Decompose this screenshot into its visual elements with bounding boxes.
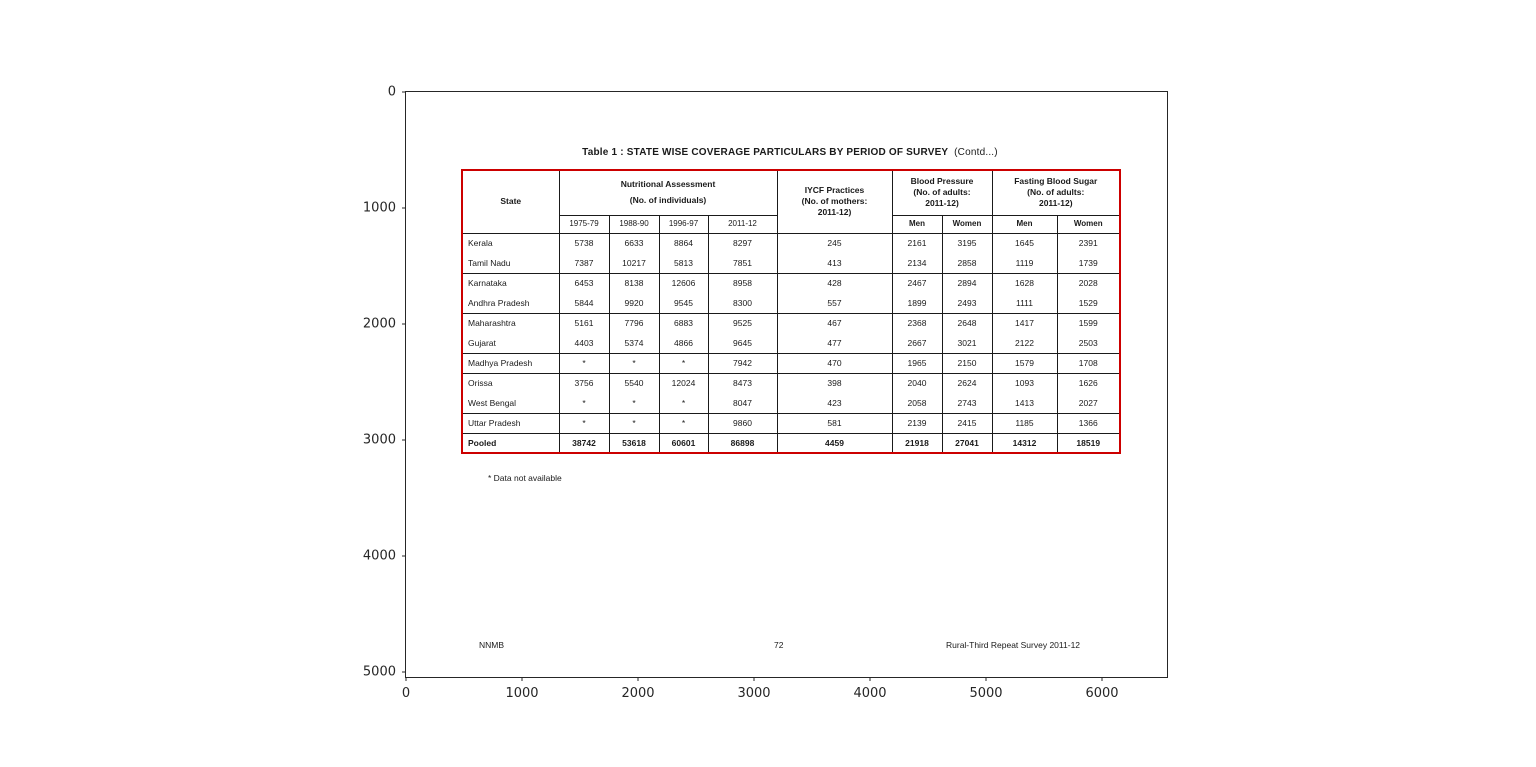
footer-org: NNMB [479, 640, 505, 650]
value-cell: 1417 [992, 313, 1057, 333]
value-cell: 5161 [559, 313, 609, 333]
state-name-cell: Gujarat [462, 333, 559, 353]
table-row [462, 393, 1120, 413]
value-cell: 9525 [708, 313, 777, 333]
value-cell: 27041 [942, 433, 992, 453]
col-header-year-2011-12: 2011-12 [708, 215, 777, 233]
value-cell: 2058 [892, 393, 942, 413]
value-cell: 5540 [609, 373, 659, 393]
value-cell: 2894 [942, 273, 992, 293]
coverage-table-body [462, 233, 1120, 453]
x-tick-mark [986, 677, 987, 681]
value-cell: 38742 [559, 433, 609, 453]
state-name-cell: Orissa [462, 373, 559, 393]
col-header-blood-pressure [892, 170, 992, 215]
value-cell: 10217 [609, 253, 659, 273]
value-cell: 8300 [708, 293, 777, 313]
value-cell: 4459 [777, 433, 892, 453]
state-name-cell: Kerala [462, 233, 559, 253]
x-tick-label: 6000 [1085, 686, 1119, 701]
table-row [462, 313, 1120, 333]
value-cell: * [609, 353, 659, 373]
state-name-cell: Maharashtra [462, 313, 559, 333]
value-cell: 2493 [942, 293, 992, 313]
value-cell: 2122 [992, 333, 1057, 353]
table-row [462, 373, 1120, 393]
value-cell: 413 [777, 253, 892, 273]
value-cell: 12606 [659, 273, 708, 293]
value-cell: 7942 [708, 353, 777, 373]
value-cell: 3021 [942, 333, 992, 353]
table-row [462, 413, 1120, 433]
header-line: (No. of adults: [1027, 187, 1085, 198]
value-cell: 8297 [708, 233, 777, 253]
table-row [462, 293, 1120, 313]
x-tick-label: 2000 [621, 686, 655, 701]
x-tick-mark [870, 677, 871, 681]
value-cell: 1645 [992, 233, 1057, 253]
state-name-cell: West Bengal [462, 393, 559, 413]
col-header-year-1988-90: 1988-90 [609, 215, 659, 233]
value-cell: 1111 [992, 293, 1057, 313]
footnote: * Data not available [488, 473, 562, 483]
table-row [462, 353, 1120, 373]
header-line: Fasting Blood Sugar [1014, 175, 1098, 186]
value-cell: 2391 [1057, 233, 1120, 253]
col-header-fbs-men: Men [992, 215, 1057, 233]
value-cell: 1579 [992, 353, 1057, 373]
value-cell: 2134 [892, 253, 942, 273]
state-name-cell: Andhra Pradesh [462, 293, 559, 313]
value-cell: 9545 [659, 293, 708, 313]
value-cell: 9920 [609, 293, 659, 313]
x-tick-mark [754, 677, 755, 681]
value-cell: 2467 [892, 273, 942, 293]
value-cell: 3756 [559, 373, 609, 393]
value-cell: 8864 [659, 233, 708, 253]
value-cell: 14312 [992, 433, 1057, 453]
state-name-cell: Uttar Pradesh [462, 413, 559, 433]
value-cell: 8047 [708, 393, 777, 413]
document-title-text: Table 1 : STATE WISE COVERAGE PARTICULARS BY PERIOD OF SURVEY [582, 147, 949, 158]
value-cell: 7387 [559, 253, 609, 273]
value-cell: 6633 [609, 233, 659, 253]
value-cell: 2624 [942, 373, 992, 393]
y-tick-mark [402, 208, 406, 209]
value-cell: 8138 [609, 273, 659, 293]
value-cell: 477 [777, 333, 892, 353]
col-header-bp-men: Men [892, 215, 942, 233]
value-cell: * [559, 393, 609, 413]
header-line: Blood Pressure [910, 175, 974, 186]
value-cell: 53618 [609, 433, 659, 453]
document-title-contd: (Contd...) [954, 147, 998, 158]
header-line: 2011-12) [925, 198, 959, 209]
value-cell: 423 [777, 393, 892, 413]
value-cell: * [659, 353, 708, 373]
value-cell: 2743 [942, 393, 992, 413]
value-cell: 9645 [708, 333, 777, 353]
value-cell: 245 [777, 233, 892, 253]
x-tick-label: 4000 [853, 686, 887, 701]
value-cell: 2139 [892, 413, 942, 433]
value-cell: 1628 [992, 273, 1057, 293]
value-cell: 5813 [659, 253, 708, 273]
value-cell: 1093 [992, 373, 1057, 393]
header-line: (No. of mothers: [801, 196, 868, 207]
value-cell: 2667 [892, 333, 942, 353]
value-cell: 60601 [659, 433, 708, 453]
document-page [406, 92, 1167, 677]
value-cell: 1413 [992, 393, 1057, 413]
value-cell: 1529 [1057, 293, 1120, 313]
coverage-table-header [462, 170, 1120, 233]
value-cell: * [659, 393, 708, 413]
x-tick-label: 1000 [505, 686, 539, 701]
value-cell: 1899 [892, 293, 942, 313]
value-cell: 2858 [942, 253, 992, 273]
value-cell: 1708 [1057, 353, 1120, 373]
value-cell: 2368 [892, 313, 942, 333]
state-name-cell: Madhya Pradesh [462, 353, 559, 373]
y-tick-label: 3000 [362, 432, 396, 448]
x-tick-label: 3000 [737, 686, 771, 701]
value-cell: 1185 [992, 413, 1057, 433]
value-cell: * [609, 393, 659, 413]
value-cell: 470 [777, 353, 892, 373]
value-cell: 5844 [559, 293, 609, 313]
value-cell: 428 [777, 273, 892, 293]
y-tick-label: 2000 [362, 316, 396, 332]
value-cell: 9860 [708, 413, 777, 433]
value-cell: 7796 [609, 313, 659, 333]
value-cell: * [659, 413, 708, 433]
document-title [461, 147, 1119, 158]
value-cell: 7851 [708, 253, 777, 273]
value-cell: 2040 [892, 373, 942, 393]
x-tick-label: 5000 [969, 686, 1003, 701]
value-cell: 12024 [659, 373, 708, 393]
header-line: 2011-12) [817, 207, 852, 218]
value-cell: 21918 [892, 433, 942, 453]
value-cell: 6883 [659, 313, 708, 333]
value-cell: 3195 [942, 233, 992, 253]
coverage-table [461, 169, 1121, 454]
value-cell: 2150 [942, 353, 992, 373]
value-cell: 398 [777, 373, 892, 393]
x-tick-mark [406, 677, 407, 681]
header-line: (No. of adults: [913, 187, 971, 198]
header-line: (No. of individuals) [629, 194, 707, 205]
value-cell: 1626 [1057, 373, 1120, 393]
value-cell: 2415 [942, 413, 992, 433]
value-cell: 1599 [1057, 313, 1120, 333]
x-tick-label: 0 [401, 686, 411, 701]
header-line: IYCF Practices [804, 184, 865, 195]
y-tick-mark [402, 440, 406, 441]
value-cell: * [559, 413, 609, 433]
value-cell: 4866 [659, 333, 708, 353]
value-cell: 1739 [1057, 253, 1120, 273]
value-cell: 6453 [559, 273, 609, 293]
col-header-fasting-blood-sugar [992, 170, 1120, 215]
value-cell: 1965 [892, 353, 942, 373]
table-row [462, 233, 1120, 253]
y-tick-label: 1000 [362, 200, 396, 216]
value-cell: 5738 [559, 233, 609, 253]
value-cell: 8958 [708, 273, 777, 293]
table-row [462, 433, 1120, 453]
value-cell: 1119 [992, 253, 1057, 273]
col-header-nutritional-assessment [559, 170, 777, 215]
value-cell: 18519 [1057, 433, 1120, 453]
col-header-year-1975-79: 1975-79 [559, 215, 609, 233]
col-header-state: State [462, 170, 559, 233]
value-cell: 467 [777, 313, 892, 333]
state-name-cell: Karnataka [462, 273, 559, 293]
y-tick-label: 5000 [362, 664, 396, 680]
col-header-fbs-women: Women [1057, 215, 1120, 233]
y-tick-mark [402, 324, 406, 325]
plot-area [362, 84, 1168, 701]
value-cell: 2648 [942, 313, 992, 333]
x-tick-mark [1102, 677, 1103, 681]
state-name-cell: Pooled [462, 433, 559, 453]
value-cell: * [559, 353, 609, 373]
value-cell: 581 [777, 413, 892, 433]
y-tick-mark [402, 92, 406, 93]
header-line: Nutritional Assessment [620, 179, 716, 190]
col-header-iycf-practices [777, 170, 892, 233]
value-cell: 86898 [708, 433, 777, 453]
table-row [462, 333, 1120, 353]
y-tick-label: 4000 [362, 548, 396, 564]
x-tick-mark [638, 677, 639, 681]
value-cell: 2027 [1057, 393, 1120, 413]
value-cell: 1366 [1057, 413, 1120, 433]
value-cell: 5374 [609, 333, 659, 353]
x-tick-mark [522, 677, 523, 681]
value-cell: 4403 [559, 333, 609, 353]
table-row [462, 253, 1120, 273]
footer-page-number: 72 [774, 640, 784, 650]
value-cell: 557 [777, 293, 892, 313]
footer-survey-name: Rural-Third Repeat Survey 2011-12 [946, 640, 1081, 650]
y-tick-mark [402, 672, 406, 673]
header-line: 2011-12) [1038, 198, 1073, 209]
y-tick-label: 0 [387, 84, 396, 100]
col-header-year-1996-97: 1996-97 [659, 215, 708, 233]
state-name-cell: Tamil Nadu [462, 253, 559, 273]
value-cell: 2028 [1057, 273, 1120, 293]
value-cell: 2503 [1057, 333, 1120, 353]
y-tick-mark [402, 556, 406, 557]
value-cell: * [609, 413, 659, 433]
table-row [462, 273, 1120, 293]
value-cell: 2161 [892, 233, 942, 253]
col-header-bp-women: Women [942, 215, 992, 233]
value-cell: 8473 [708, 373, 777, 393]
